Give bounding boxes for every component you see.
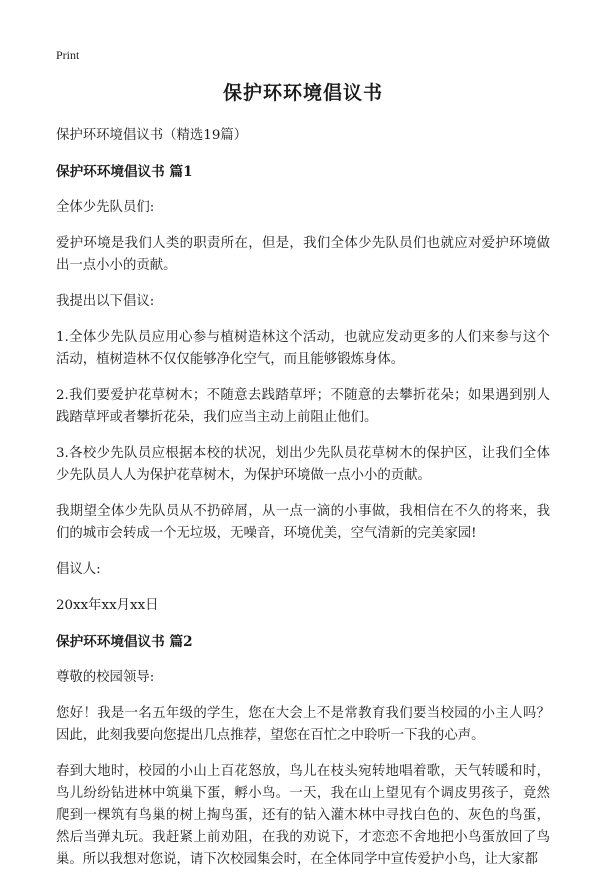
section2-paragraph-1: 您好！我是一名五年级的学生，您在大会上不是常教育我们要当校园的小主人吗？因此，此刻我要向您提出几点推荐，望您在百忙之中聆听一下我的心声。 xyxy=(56,706,550,743)
print-link[interactable]: Print xyxy=(56,48,80,62)
section1-paragraph-3: 1.全体少先队员应用心参与植树造林这个活动，也就应发动更多的人们来参与这个活动，植树造林不仅仅能够净化空气，而且能够锻炼身体。 xyxy=(56,330,550,367)
section1-date: 20xx年xx月xx日 xyxy=(56,598,159,613)
section1-paragraph-2: 我提出以下倡议: xyxy=(56,294,155,309)
section1-paragraph-1: 爱护环境是我们人类的职责所在，但是，我们全体少先队员们也就应对爱护环境做出一点小小的贡献。 xyxy=(56,236,550,273)
section1-greeting: 全体少先队员们: xyxy=(56,200,155,215)
section-heading-2: 保护环环境倡议书 篇2 xyxy=(56,634,193,650)
section1-paragraph-4: 2.我们要爱护花草树木；不随意去践踏草坪；不随意的去攀折花朵；如果遇到别人践踏草坪或者攀折花朵，我们应当主动上前阻止他们。 xyxy=(56,388,550,425)
section1-signer: 倡议人: xyxy=(56,562,101,577)
section-heading-1: 保护环环境倡议书 篇1 xyxy=(56,164,193,180)
document-subtitle: 保护环环境倡议书（精选19篇） xyxy=(56,128,248,143)
document-page xyxy=(56,78,550,885)
document-title: 保护环环境倡议书 xyxy=(222,82,383,104)
section2-greeting: 尊敬的校园领导: xyxy=(56,670,155,685)
section2-paragraph-2: 春到大地时，校园的小山上百花怒放，鸟儿在枝头宛转地唱着歌，天气转暖和时，鸟儿纷纷钻进林中筑巢下蛋，孵小鸟。一天，我在山上望见有个调皮男孩子，竟然爬到一棵筑有鸟巢的树上掏鸟蛋，还有的钻入灌木林中寻找白色的、灰色的鸟蛋，然后当弹丸玩。我赶紧上前劝阻，在我的劝说下，才恋恋不舍地把小鸟蛋放回了鸟巢。所以我想对您说，请下次校园集会时，在全体同学中宣传爱护小鸟，让大家都 xyxy=(56,764,550,867)
section1-paragraph-6: 我期望全体少先队员从不扔碎屑，从一点一滴的小事做，我相信在不久的将来，我们的城市会转成一个无垃圾，无噪音，环境优美，空气清新的完美家园! xyxy=(56,504,550,541)
section1-paragraph-5: 3.各校少先队员应根据本校的状况，划出少先队员花草树木的保护区，让我们全体少先队员人人为保护花草树木，为保护环境做一点小小的贡献。 xyxy=(56,446,550,483)
